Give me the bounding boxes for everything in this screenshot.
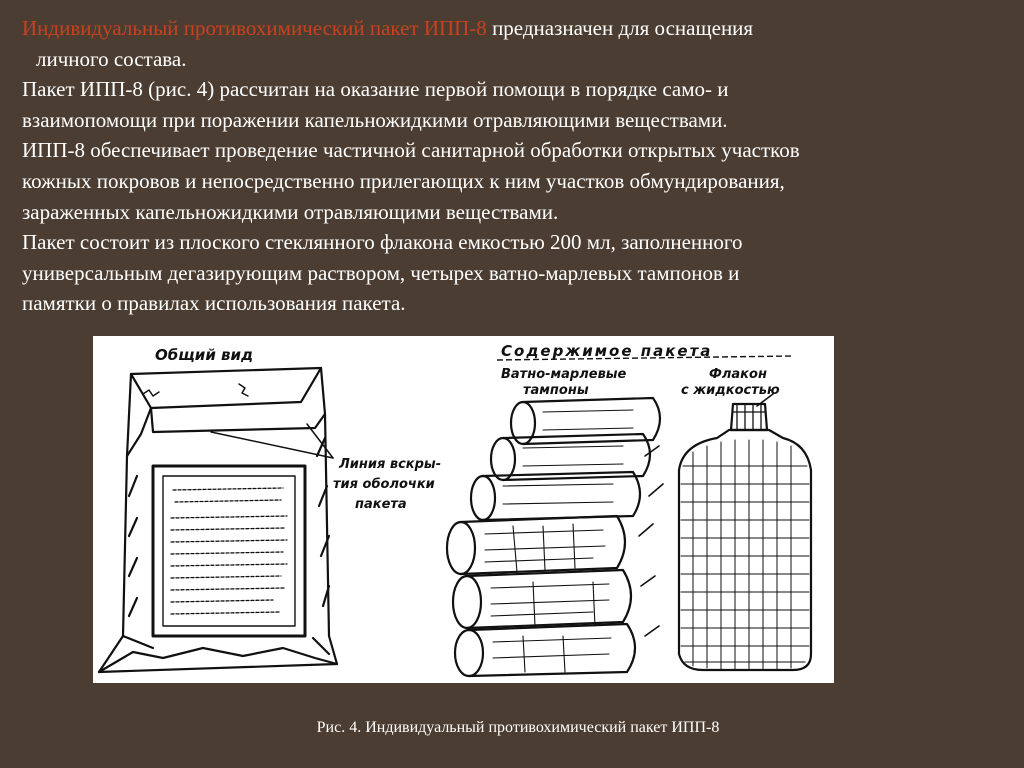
paragraph-aid-line2: взаимопомощи при поражении капельножидкими отравляющими веществами.: [22, 107, 728, 132]
label-opening-3: пакета: [355, 497, 407, 512]
label-opening-2: тия оболочки: [333, 477, 435, 492]
figure-caption-text: Рис. 4. Индивидуальный противохимический пакет ИПП-8: [316, 719, 720, 736]
paragraph-aid-line1: Пакет ИПП-8 (рис. 4) рассчитан на оказание первой помощи в порядке само- и: [22, 77, 729, 102]
paragraph-composition-line1: Пакет состоит из плоского стеклянного флакона емкостью 200 мл, заполненного: [22, 230, 743, 255]
highlighted-title: Индивидуальный противохимический пакет ИПП-8: [22, 16, 487, 40]
label-opening-1: Линия вскры-: [339, 457, 442, 472]
package-drawing: [99, 368, 337, 672]
paragraph-composition-line3: памятки о правилах использования пакета.: [22, 291, 406, 316]
label-tampons-1: Ватно-марлевые: [501, 367, 627, 382]
figure-caption: [0, 719, 1024, 737]
paragraph-treatment-line2: кожных покровов и непосредственно прилегающих к ним участков обмундирования,: [22, 168, 785, 193]
flask-drawing: [679, 394, 811, 670]
paragraph-purpose-line2: личного состава.: [36, 46, 187, 71]
label-contents: Содержимое пакета: [501, 342, 713, 360]
paragraph-purpose-rest: предназначен для оснащения: [492, 16, 754, 40]
paragraph-composition-line2: универсальным дегазирующим раствором, четырех ватно-марлевых тампонов и: [22, 260, 740, 285]
label-flask-1: Флакон: [709, 367, 767, 382]
paragraph-purpose: [22, 13, 1012, 44]
label-flask-2: с жидкостью: [681, 383, 780, 398]
ipp8-illustration: [93, 336, 834, 683]
label-tampons-2: тампоны: [523, 383, 589, 398]
paragraph-treatment-line3: зараженных капельножидкими отравляющими веществами.: [22, 199, 559, 224]
body-text: [22, 13, 1012, 319]
paragraph-treatment-line1: ИПП-8 обеспечивает проведение частичной санитарной обработки открытых участков: [22, 138, 800, 163]
tampons-drawing: [447, 398, 663, 676]
label-general-view: Общий вид: [155, 346, 254, 364]
